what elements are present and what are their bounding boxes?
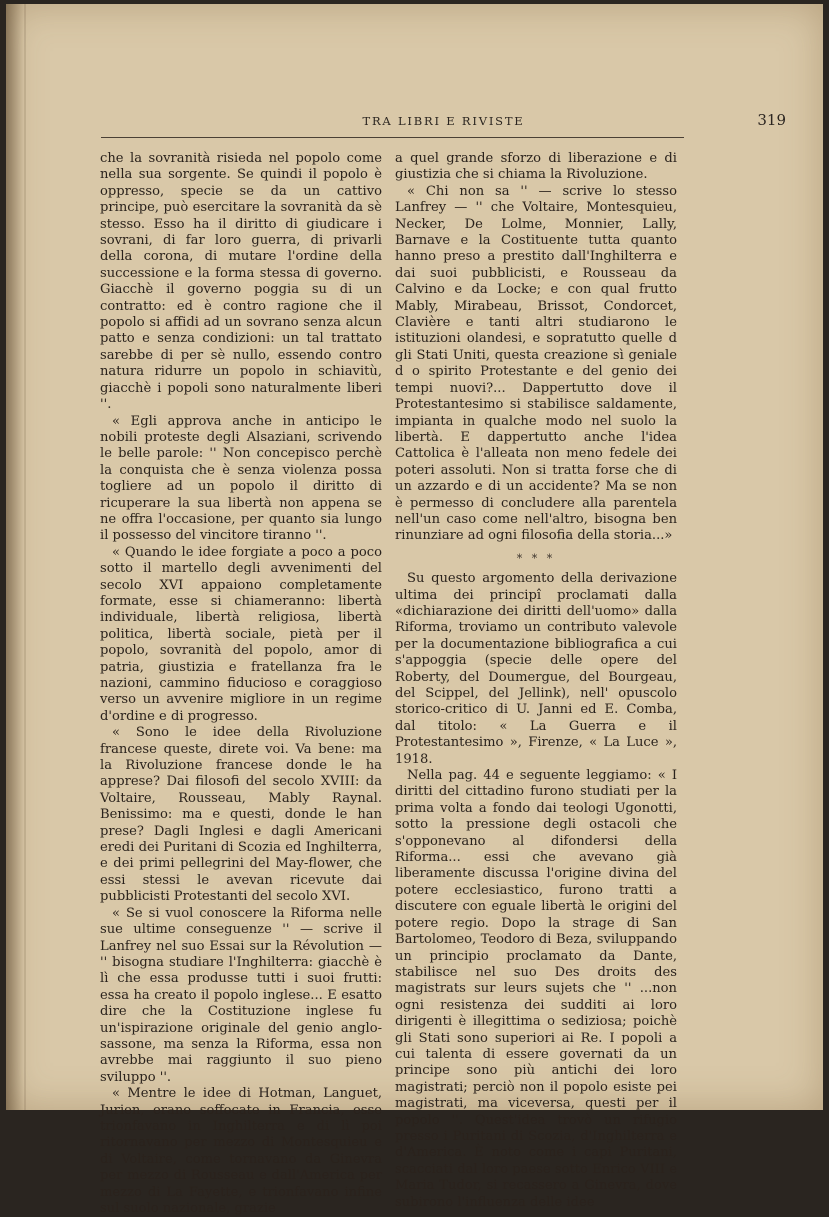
paragraph: Su questo argomento della derivazione ultima dei principî proclamati dalla «dichiarazione dei diritti dell'uomo» dalla Riforma, troviamo un contributo valevole per la documentazione bibliografica a cui s'appoggia (specie delle opere del Roberty, del Doumergue, del Bourgeau, del Scippel, del Jellink), nell' opuscolo storico-critico di U. Janni ed E. Comba, dal titolo: « La Guerra e il Protestantesimo », Firenze, « La Luce », 1918. — [395, 571, 677, 767]
paragraph: a quel grande sforzo di liberazione e di giustizia che si chiama la Rivoluzione. — [395, 151, 677, 183]
page-number: 319 — [757, 111, 786, 129]
paragraph: Nella pag. 44 e seguente leggiamo: « I diritti del cittadino furono studiati per la prima volta a fondo dai teologi Ugonotti, sotto la pressione degli ostacoli che s'opponevano al difondersi della Riforma... essi che avevano già liberamente discussa l'origine divina del potere ecclesiastico, furono tratti a discutere con eguale libertà le origini del potere regio. Dopo la strage di San Bartolomeo, Teodoro di Beza, sviluppando un principio proclamato da Dante, stabilisce nel suo Des droits des magistrats sur leurs sujets che '' ...non ogni resistenza dei sudditi ai loro dirigenti è illegittima o sediziosa; poichè gli Stati sono superiori ai Re. I popoli a cui talenta di essere governati da un principe sono più antichi dei loro magistrati; perciò non il popolo esiste pei magistrati, ma viceversa, questi per il popolo ''. Quest'idea trovò un rifugio presso i Puritani di Scozia, d'Inghilterra e d'America. È noto come i capi Puritani, scacciati dal loro paese sotto Enrico VIII e Maria Tudor, si recassero a Ginevra, dove subirono l'influenza delle idee — [395, 768, 677, 1210]
book-page — [6, 4, 823, 1216]
left-column — [100, 151, 382, 1217]
page-spine-shadow — [6, 4, 24, 1110]
running-head: TRA LIBRI E RIVISTE — [362, 114, 525, 128]
header-rule — [101, 137, 684, 138]
paragraph: che la sovranità risieda nel popolo come nella sua sorgente. Se quindi il popolo è oppresso, specie se da un cattivo principe, può esercitare la sovranità da sè stesso. Esso ha il diritto di giudicare i sovrani, di far loro guerra, di privarli della corona, di mutare l'ordine della successione e la forma stessa di governo. Giacchè il governo poggia su di un contratto: ed è contro ragione che il popolo si affidi ad un sovrano senza alcun patto e senza condizioni: un tal trattato sarebbe di per sè nullo, essendo contro natura ridurre un popolo in schiavitù, giacchè i popoli sono naturalmente liberi ''. — [100, 151, 382, 413]
paragraph: « Mentre le idee di Hotman, Languet, Jurien, erano soffocate in Francia, esse trionfavano in Inghilterra e di lì poi ritornavano per mezzo di Montesquieu e di Voltaire, come tornavano da Ginevra per mezzo di Rousseau e dall'America per mezzo di La Fayette, e trionfavano infine sul suolo nazionale, grazie — [100, 1086, 382, 1216]
paragraph: « Chi non sa '' — scrive lo stesso Lanfrey — '' che Voltaire, Montesquieu, Necker, De Lolme, Monnier, Lally, Barnave e la Costituente tutta quanto hanno preso a prestito dall'Inghilterra e dai suoi pubblicisti, e Rousseau da Calvino e da Locke; e con qual frutto Mably, Mirabeau, Brissot, Condorcet, Clavière e tanti altri studiarono le istituzioni olandesi, e sopratutto quelle d gli Stati Uniti, questa creazione sì geniale d o spirito Protestante e del genio dei tempi nuovi?... Dappertutto dove il Protestantesimo si stabilisce saldamente, impianta in qualche modo nel suolo la libertà. E dappertutto anche l'idea Cattolica è l'alleata non meno fedele dei poteri assoluti. Non si tratta forse che di un azzardo e di un accidente? Ma se non è permesso di concludere alla parentela nell'un caso come nell'altro, bisogna ben rinunziare ad ogni filosofia della storia...» — [395, 183, 677, 544]
paragraph: « Sono le idee della Rivoluzione francese queste, direte voi. Va bene: ma la Rivoluzione francese donde le ha apprese? Dai filosofi del secolo XVIII: da Voltaire, Rousseau, Mably Raynal. Benissimo: ma e questi, donde le han prese? Dagli Inglesi e dagli Americani eredi dei Puritani di Scozia ed Inghilterra, e dei primi pellegrini del May-flower, che essi stessi le avevan ricevute dai pubblicisti Protestanti del secolo XVI. — [100, 725, 382, 905]
right-column — [395, 151, 677, 1211]
paragraph: « Egli approva anche in anticipo le nobili proteste degli Alsaziani, scrivendo le belle parole: '' Non concepisco perchè la conquista che è senza violenza possa togliere ad un popolo il diritto di ricuperare la sua libertà non appena se ne offra l'occasione, per quanto sia lungo il possesso del vincitore tiranno ''. — [100, 413, 382, 544]
paragraph: « Se si vuol conoscere la Riforma nelle sue ultime conseguenze '' — scrive il Lanfrey nel suo Essai sur la Révolution — '' bisogna studiare l'Inghilterra: giacchè è lì che essa produsse tutti i suoi frutti: essa ha creato il popolo inglese... E esatto dire che la Costituzione inglese fu un'ispirazione originale del genio anglo-sassone, ma senza la Riforma, essa non avrebbe mai raggiunto il suo pieno sviluppo ''. — [100, 905, 382, 1085]
paragraph: « Quando le idee forgiate a poco a poco sotto il martello degli avvenimenti del secolo XVI appaiono completamente formate, esse si chiameranno: libertà individuale, libertà religiosa, libertà politica, libertà sociale, pietà per il popolo, sovranità del popolo, amor di patria, giustizia e fratellanza fra le nazioni, cammino fiducioso e coraggioso verso un avvenire migliore in un regime d'ordine e di progresso. — [100, 544, 382, 724]
section-separator: * * * — [516, 551, 556, 565]
page-fold-line — [24, 4, 26, 1110]
page-header — [101, 110, 786, 138]
